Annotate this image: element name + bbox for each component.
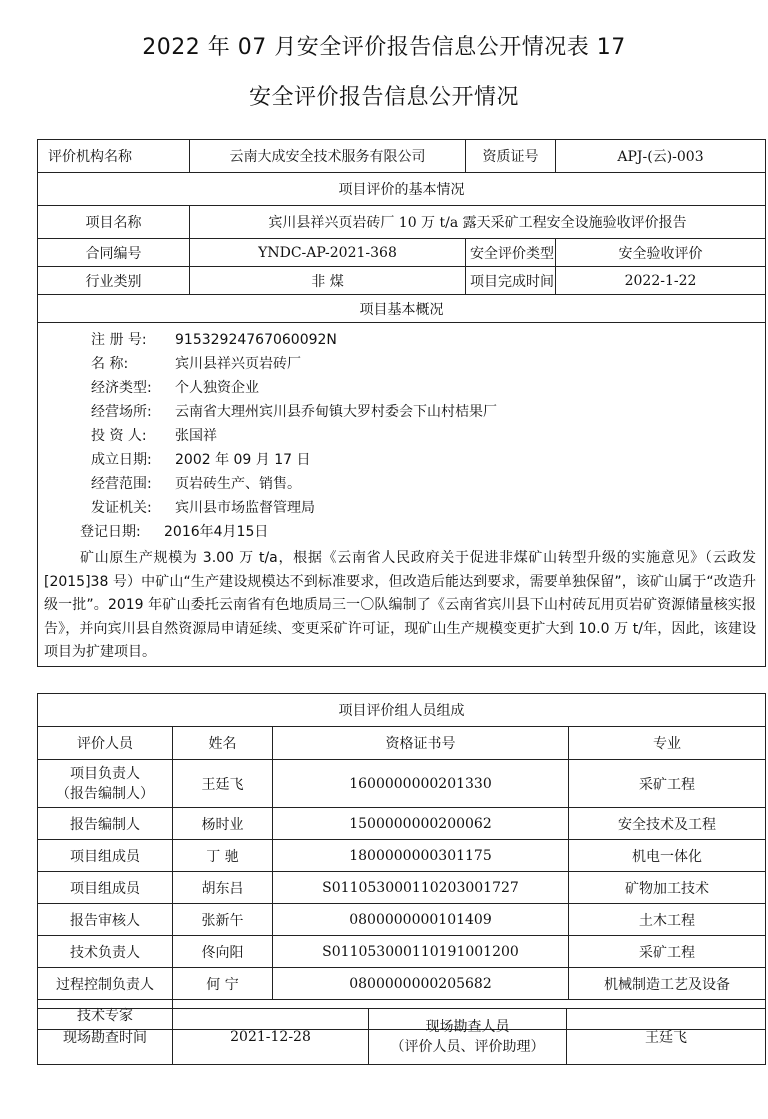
table-row: [38, 840, 766, 872]
member-name: 胡东吕: [173, 872, 273, 904]
overview-line: 投 资 人: 张国祥: [91, 428, 217, 444]
project-name-value: 宾川县祥兴页岩砖厂 10 万 t/a 露天采矿工程安全设施验收评价报告: [190, 206, 766, 239]
team-columns-row: [38, 727, 766, 760]
member-role: 项目组成员: [38, 872, 173, 904]
contract-label: 合同编号: [38, 239, 190, 267]
member-cert: 0800000000101409: [273, 904, 569, 936]
survey-people-value: 王廷飞: [567, 1009, 766, 1065]
basic-header-row: [38, 173, 766, 206]
survey-people-label-line1: 现场勘查人员: [425, 1018, 510, 1035]
project-name-label: 项目名称: [38, 206, 190, 239]
member-cert: S011053000110191001200: [273, 936, 569, 968]
column-role: 评价人员: [38, 727, 173, 760]
survey-people-label-line2: （评价人员、评价助理）: [390, 1038, 545, 1055]
member-role-line1: 项目负责人: [70, 765, 140, 782]
overview-header: 项目基本概况: [38, 295, 766, 323]
overview-content: [38, 323, 766, 667]
overview-line: 注 册 号: 91532924767060092N: [91, 332, 337, 348]
member-role: 项目组成员: [38, 840, 173, 872]
member-major: 机械制造工艺及设备: [569, 968, 766, 1000]
table-row: [38, 808, 766, 840]
evaluation-type-value: 安全验收评价: [556, 239, 766, 267]
org-row: [38, 140, 766, 173]
survey-people-label: [369, 1009, 567, 1065]
overview-line: 发证机关: 宾川县市场监督管理局: [91, 500, 315, 516]
team-header: 项目评价组人员组成: [38, 694, 766, 727]
finish-time-label: 项目完成时间: [466, 267, 556, 295]
overview-line: 经营范围: 页岩砖生产、销售。: [91, 476, 301, 492]
member-major: 采矿工程: [569, 936, 766, 968]
overview-line: 成立日期: 2002 年 09 月 17 日: [91, 452, 311, 468]
info-table: [37, 139, 766, 667]
project-name-row: [38, 206, 766, 239]
survey-time-label: 现场勘查时间: [38, 1009, 173, 1065]
member-cert: S011053000110203001727: [273, 872, 569, 904]
contract-row: [38, 239, 766, 267]
member-role: 过程控制负责人: [38, 968, 173, 1000]
overview-line: 经济类型: 个人独资企业: [91, 380, 259, 396]
member-cert: 1800000000301175: [273, 840, 569, 872]
industry-value: 非 煤: [190, 267, 466, 295]
member-cert: 1500000000200062: [273, 808, 569, 840]
industry-row: [38, 267, 766, 295]
overview-line: 经营场所: 云南省大理州宾川县乔甸镇大罗村委会下山村桔果厂: [91, 404, 497, 420]
basic-header: 项目评价的基本情况: [38, 173, 766, 206]
team-header-row: [38, 694, 766, 727]
member-role-line2: （报告编制人）: [56, 785, 154, 802]
evaluation-type-label: 安全评价类型: [466, 239, 556, 267]
document-subtitle: 安全评价报告信息公开情况: [248, 85, 519, 110]
member-role: 技术负责人: [38, 936, 173, 968]
overview-header-row: [38, 295, 766, 323]
org-value: 云南大成安全技术服务有限公司: [190, 140, 466, 173]
table-row: [38, 968, 766, 1000]
member-name: 何 宁: [173, 968, 273, 1000]
column-cert: 资格证书号: [273, 727, 569, 760]
member-role: 报告审核人: [38, 904, 173, 936]
member-name: 王廷飞: [173, 760, 273, 808]
finish-time-value: 2022-1-22: [556, 267, 766, 295]
member-name: 杨时业: [173, 808, 273, 840]
column-major: 专业: [569, 727, 766, 760]
member-major: 机电一体化: [569, 840, 766, 872]
table-row: [38, 904, 766, 936]
table-row: [38, 872, 766, 904]
team-table: [37, 693, 766, 1030]
member-major: 矿物加工技术: [569, 872, 766, 904]
cert-label: 资质证号: [466, 140, 556, 173]
column-name: 姓名: [173, 727, 273, 760]
member-cert: 1600000000201330: [273, 760, 569, 808]
member-name: 张新午: [173, 904, 273, 936]
cert-value: APJ-(云)-003: [556, 140, 766, 173]
expert-label: 技术专家: [38, 1000, 173, 1030]
member-cert: 0800000000205682: [273, 968, 569, 1000]
table-row: [38, 760, 766, 808]
industry-label: 行业类别: [38, 267, 190, 295]
survey-row: [38, 1009, 766, 1065]
overview-paragraph: 矿山原生产规模为 3.00 万 t/a，根据《云南省人民政府关于促进非煤矿山转型升级的实施意见》（云政发[2015]38 号）中矿山“生产建设规模达不到标准要求，但改造后能达到要求，需要单独保留”，该矿山属于“改造升级一批”。2019 年矿山委托云南省有色地质局三一〇队编制了《云南省宾川县下山村砖瓦用页岩矿资源储量核实报告》，并向宾川县自然资源局申请延续、变更采矿许可证，现矿山生产规模变更扩大到 10.0 万 t/年，因此，该建设项目为扩建项目。: [44, 550, 756, 660]
member-role: [38, 760, 173, 808]
member-name: 丁 驰: [173, 840, 273, 872]
document-title: 2022 年 07 月安全评价报告信息公开情况表 17: [142, 35, 626, 60]
member-role: 报告编制人: [38, 808, 173, 840]
overview-row: [38, 323, 766, 667]
member-major: 土木工程: [569, 904, 766, 936]
survey-time-value: 2021-12-28: [173, 1009, 369, 1065]
member-major: 采矿工程: [569, 760, 766, 808]
contract-value: YNDC-AP-2021-368: [190, 239, 466, 267]
overview-line: 名 称: 宾川县祥兴页岩砖厂: [91, 356, 301, 372]
member-name: 佟向阳: [173, 936, 273, 968]
org-label: 评价机构名称: [38, 140, 190, 173]
survey-table: [37, 1008, 766, 1065]
overview-line: 登记日期: 2016年4月15日: [80, 524, 269, 540]
table-row: [38, 936, 766, 968]
member-major: 安全技术及工程: [569, 808, 766, 840]
